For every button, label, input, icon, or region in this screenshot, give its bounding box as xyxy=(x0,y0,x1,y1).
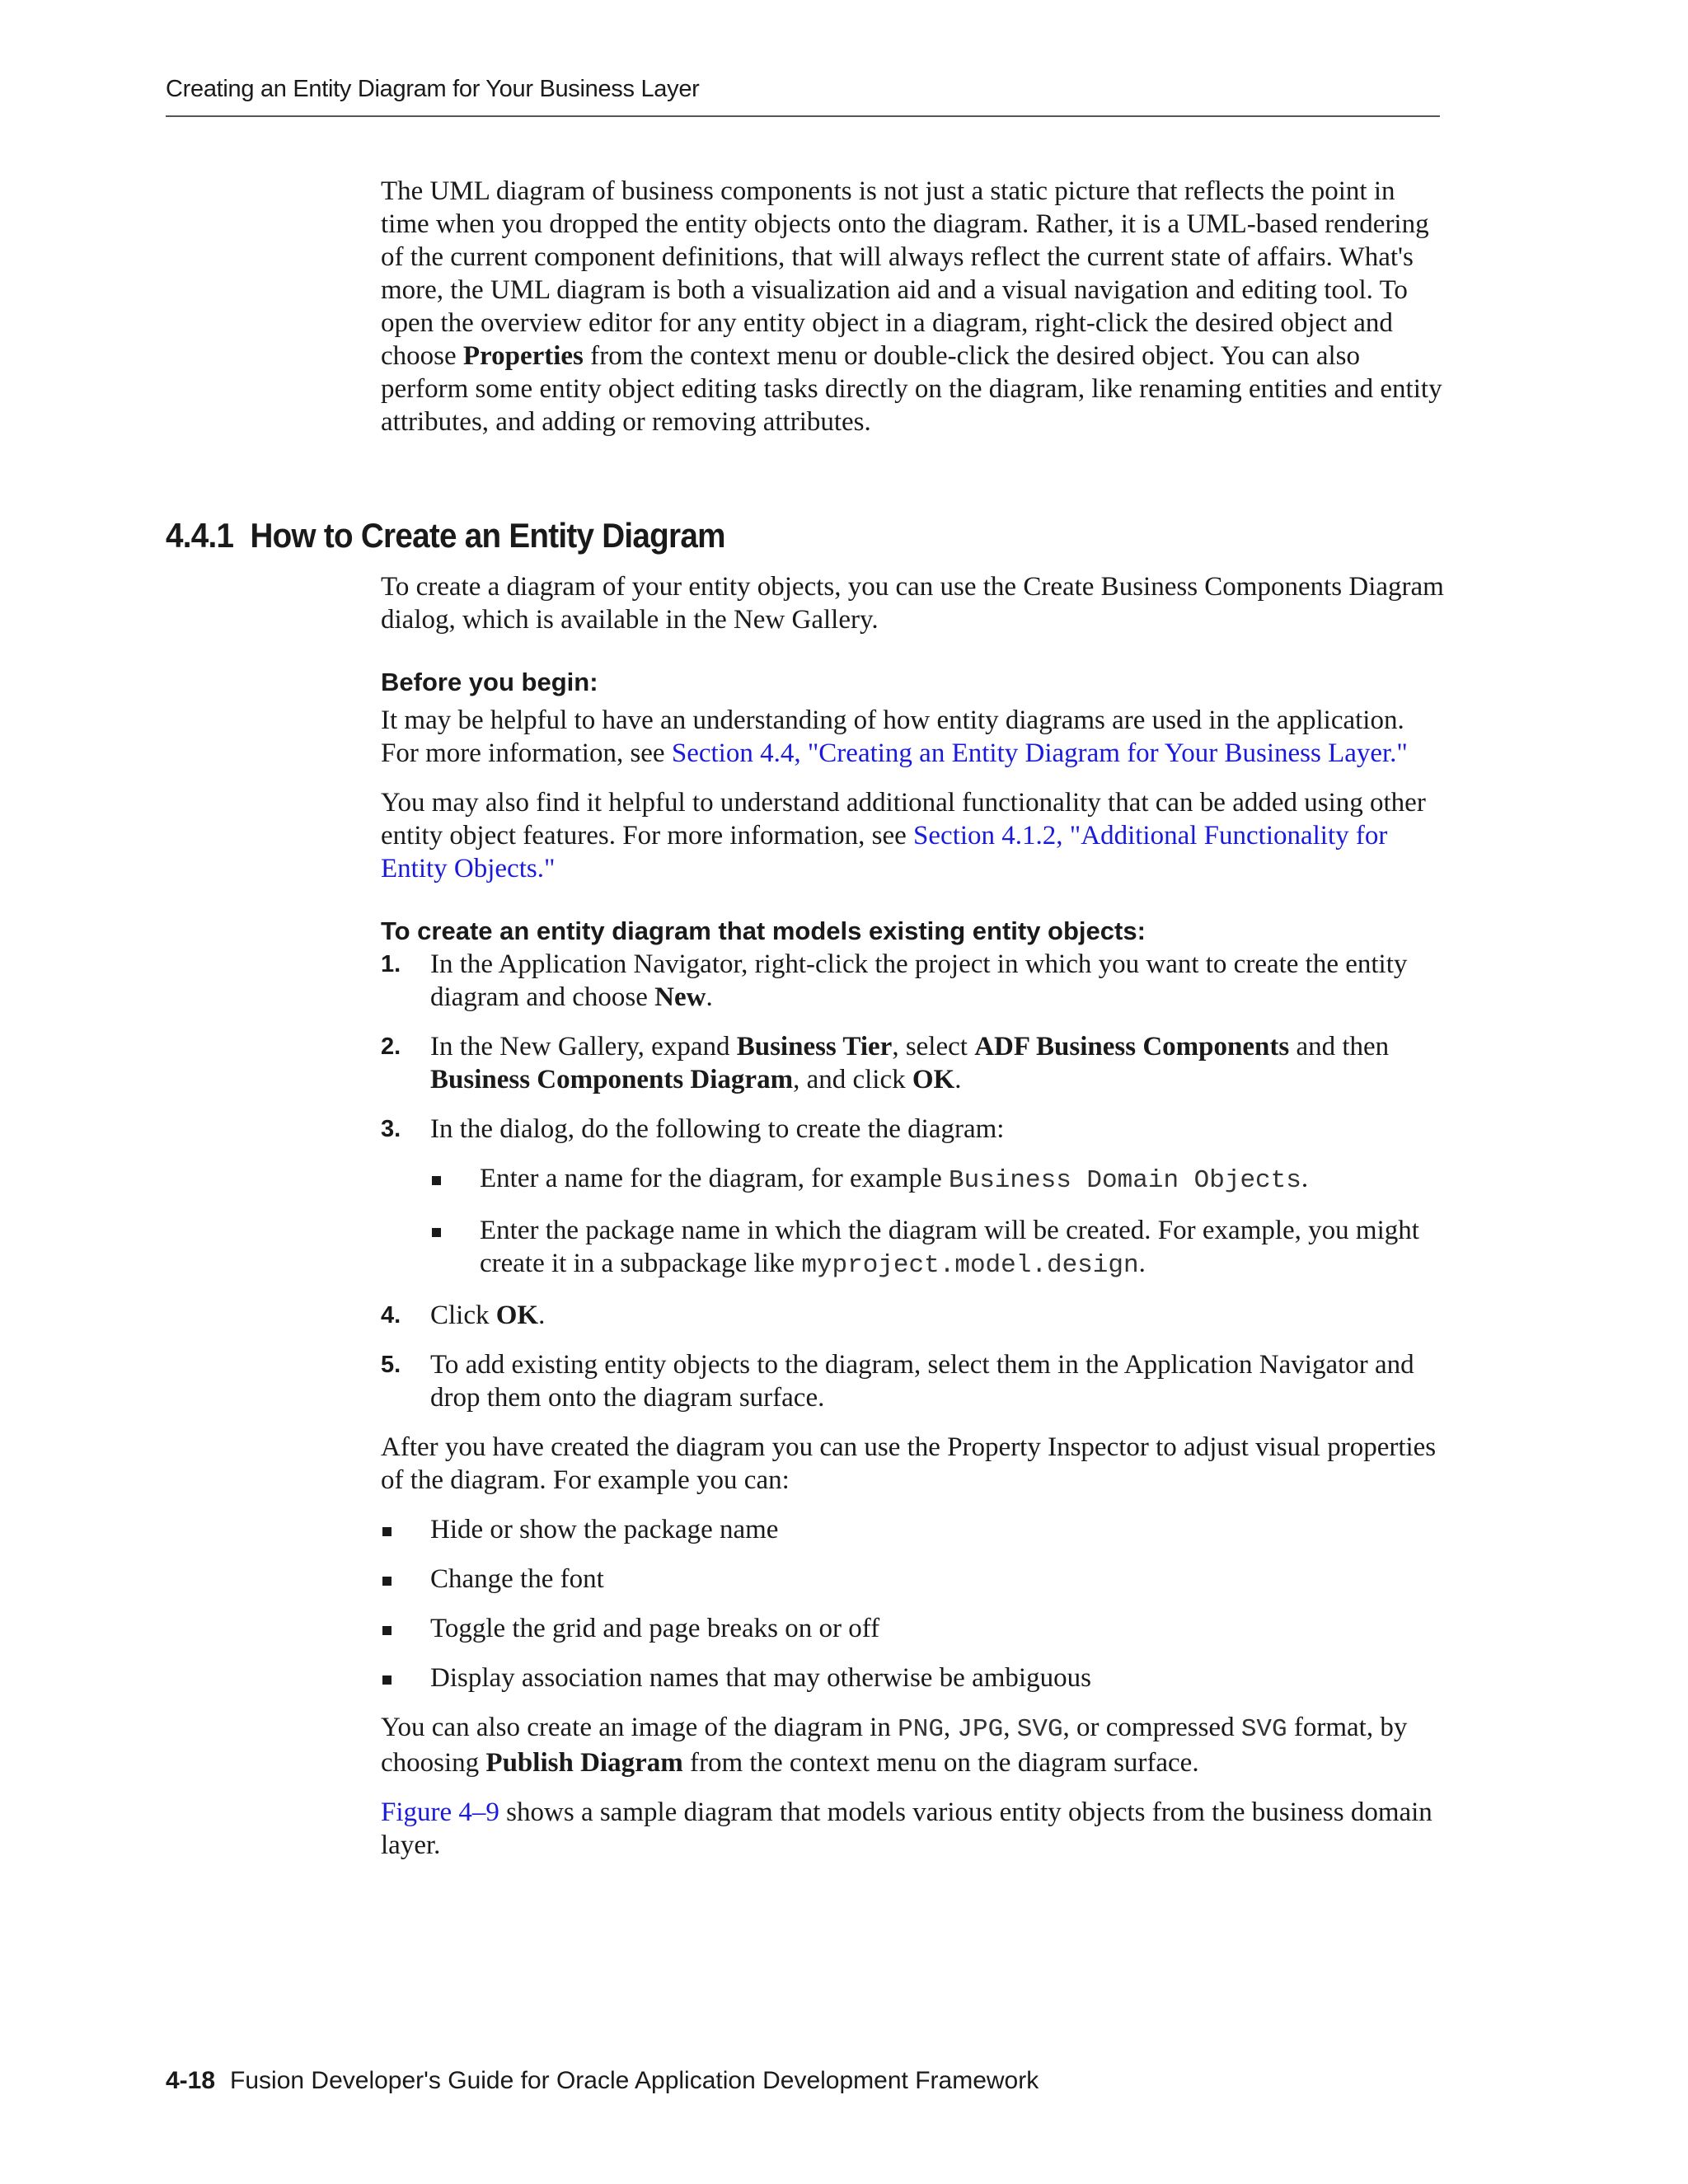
square-bullet-icon xyxy=(432,1228,441,1237)
step-3: 3. In the dialog, do the following to create the diagram: xyxy=(381,1114,1005,1144)
property-bullet-3: Toggle the grid and page breaks on or off xyxy=(381,1612,1444,1645)
main-content xyxy=(381,570,1444,1862)
section-heading xyxy=(166,516,725,555)
book-title: Fusion Developer's Guide for Oracle Application Development Framework xyxy=(230,2067,1039,2094)
step-5: 5. To add existing entity objects to the diagram, select them in the Application Navigator and drop them onto the diagram surface. xyxy=(381,1350,1414,1413)
square-bullet-icon xyxy=(382,1527,392,1536)
square-bullet-icon xyxy=(382,1675,392,1685)
step-4: 4. Click OK. xyxy=(381,1301,546,1330)
step-3-sub-bullet-2: Enter the package name in which the diagram will be created. For example, you might create it in a subpackage like myproject.model.design. xyxy=(430,1214,1444,1282)
after-paragraph-3: Figure 4–9 shows a sample diagram that models various entity objects from the business domain layer. xyxy=(381,1797,1432,1860)
before-paragraph-2: You may also find it helpful to understand additional functionality that can be added using other entity object features. For more information, see Section 4.1.2, "Additional Functionality for Entity Objects." xyxy=(381,788,1426,883)
step-1: 1. In the Application Navigator, right-click the project in which you want to create the entity diagram and choose New. xyxy=(381,949,1408,1012)
page-number: 4-18 xyxy=(166,2067,216,2094)
page-footer xyxy=(166,2067,1039,2095)
intro-section xyxy=(381,175,1444,438)
step-number: 4. xyxy=(381,1302,401,1329)
step-number: 5. xyxy=(381,1352,401,1378)
link-figure-4-9[interactable]: Figure 4–9 xyxy=(381,1797,499,1827)
property-bullet-2: Change the font xyxy=(381,1563,1444,1596)
running-header: Creating an Entity Diagram for Your Business Layer xyxy=(166,76,700,102)
after-paragraph-2: You can also create an image of the diagram in PNG, JPG, SVG, or compressed SVG format, by choosing Publish Diagram from the context menu on the diagram surface. xyxy=(381,1713,1408,1778)
header-rule xyxy=(166,115,1440,117)
section-lead: To create a diagram of your entity objects, you can use the Create Business Components Diagram dialog, which is available in the New Gallery. xyxy=(381,572,1444,635)
link-section-4-4[interactable]: Section 4.4, "Creating an Entity Diagram for Your Business Layer." xyxy=(671,738,1408,768)
link-section-4-1-2[interactable]: Section 4.1.2, "Additional Functionality for Entity Objects." xyxy=(381,821,1388,883)
step-3-sub-bullet-1: Enter a name for the diagram, for example Business Domain Objects. xyxy=(430,1162,1444,1197)
property-bullet-1: Hide or show the package name xyxy=(381,1513,1444,1546)
step-number: 2. xyxy=(381,1033,401,1060)
square-bullet-icon xyxy=(382,1577,392,1586)
intro-paragraph: The UML diagram of business components is not just a static picture that reflects the point in time when you dropped the entity objects onto the diagram. Rather, it is a UML-based rendering of the current component definitions, that will always reflect the current state of affairs. What's more, the UML diagram is both a visualization aid and a visual navigation and editing tool. To open the overview editor for any entity object in a diagram, right-click the desired object and choose Properties from the context menu or double-click the desired object. You can also perform some entity object editing tasks directly on the diagram, like renaming entities and entity attributes, and adding or removing attributes. xyxy=(381,176,1442,437)
procedure-heading: To create an entity diagram that models existing entity objects: xyxy=(381,916,1146,945)
square-bullet-icon xyxy=(382,1626,392,1635)
step-number: 1. xyxy=(381,951,401,977)
step-number: 3. xyxy=(381,1116,401,1142)
section-title: How to Create an Entity Diagram xyxy=(250,516,725,555)
property-bullet-4: Display association names that may otherwise be ambiguous xyxy=(381,1661,1444,1694)
square-bullet-icon xyxy=(432,1176,441,1185)
before-you-begin-heading: Before you begin: xyxy=(381,668,598,696)
section-number: 4.4.1 xyxy=(166,516,234,555)
before-paragraph-1: It may be helpful to have an understanding of how entity diagrams are used in the application. For more information, see Section 4.4, "Creating an Entity Diagram for Your Business Layer." xyxy=(381,705,1408,768)
step-2: 2. In the New Gallery, expand Business Tier, select ADF Business Components and then Business Components Diagram, and click OK. xyxy=(381,1032,1390,1094)
after-paragraph-1: After you have created the diagram you can use the Property Inspector to adjust visual properties of the diagram. For example you can: xyxy=(381,1432,1437,1495)
properties-term: Properties xyxy=(462,341,584,371)
